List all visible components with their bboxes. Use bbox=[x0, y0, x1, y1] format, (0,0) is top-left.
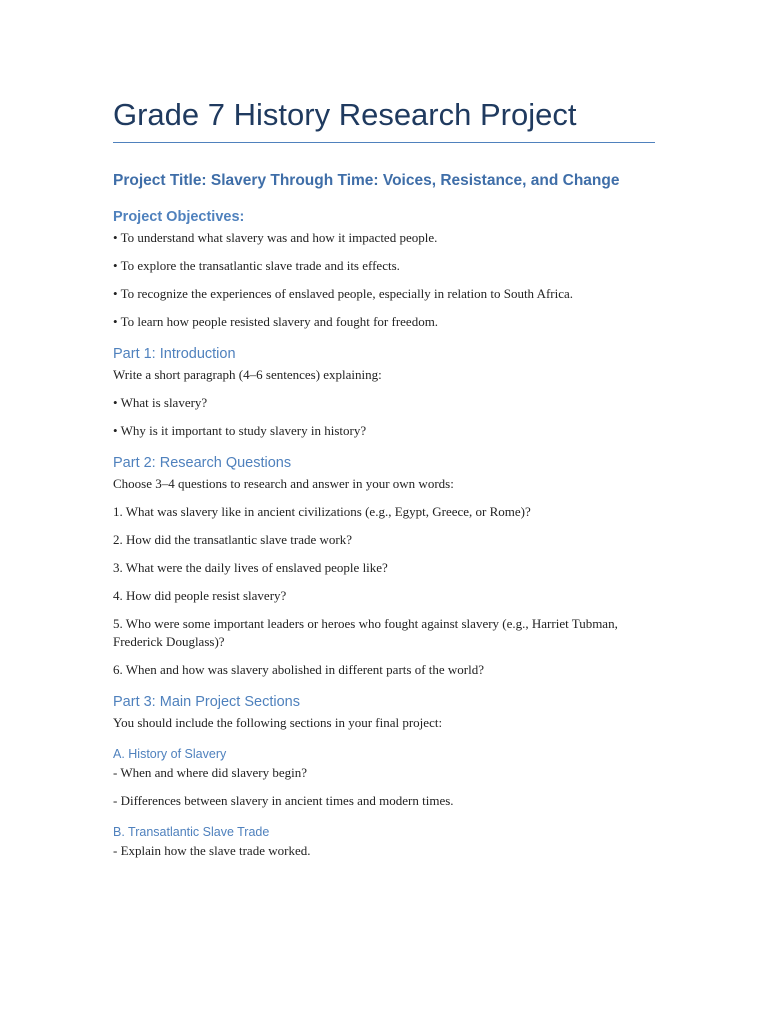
research-question: 1. What was slavery like in ancient civilizations (e.g., Egypt, Greece, or Rome)? bbox=[113, 504, 531, 519]
research-question: 6. When and how was slavery abolished in different parts of the world? bbox=[113, 662, 485, 677]
section-a-item: - When and where did slavery begin? bbox=[113, 765, 307, 780]
part3-intro: You should include the following sections in your final project: bbox=[113, 715, 443, 730]
objective-item: • To learn how people resisted slavery and fought for freedom. bbox=[113, 314, 439, 329]
section-b-item: - Explain how the slave trade worked. bbox=[113, 843, 311, 858]
section-a-item: - Differences between slavery in ancient times and modern times. bbox=[113, 793, 454, 808]
part3-heading: Part 3: Main Project Sections bbox=[113, 694, 300, 710]
objective-item: • To explore the transatlantic slave trade and its effects. bbox=[113, 258, 400, 273]
section-a-heading: A. History of Slavery bbox=[113, 747, 227, 761]
objective-item: • To recognize the experiences of enslaved people, especially in relation to South Africa. bbox=[113, 286, 574, 301]
project-title: Project Title: Slavery Through Time: Voices, Resistance, and Change bbox=[113, 172, 620, 189]
document-page bbox=[113, 96, 655, 873]
research-question: 5. Who were some important leaders or heroes who fought against slavery (e.g., Harriet Tubman, Frederick Douglass)? bbox=[113, 616, 618, 649]
part2-intro: Choose 3–4 questions to research and answer in your own words: bbox=[113, 476, 454, 491]
part2-heading: Part 2: Research Questions bbox=[113, 455, 292, 471]
section-b-heading: B. Transatlantic Slave Trade bbox=[113, 825, 270, 839]
part1-item: • Why is it important to study slavery in history? bbox=[113, 423, 367, 438]
document-title: Grade 7 History Research Project bbox=[113, 97, 577, 132]
objectives-heading: Project Objectives: bbox=[113, 209, 245, 225]
research-question: 2. How did the transatlantic slave trade work? bbox=[113, 532, 352, 547]
research-question: 4. How did people resist slavery? bbox=[113, 588, 287, 603]
part1-heading: Part 1: Introduction bbox=[113, 346, 236, 362]
title-divider bbox=[113, 142, 655, 143]
research-question: 3. What were the daily lives of enslaved people like? bbox=[113, 560, 388, 575]
objective-item: • To understand what slavery was and how it impacted people. bbox=[113, 230, 438, 245]
part1-item: • What is slavery? bbox=[113, 395, 208, 410]
part1-intro: Write a short paragraph (4–6 sentences) explaining: bbox=[113, 367, 382, 382]
